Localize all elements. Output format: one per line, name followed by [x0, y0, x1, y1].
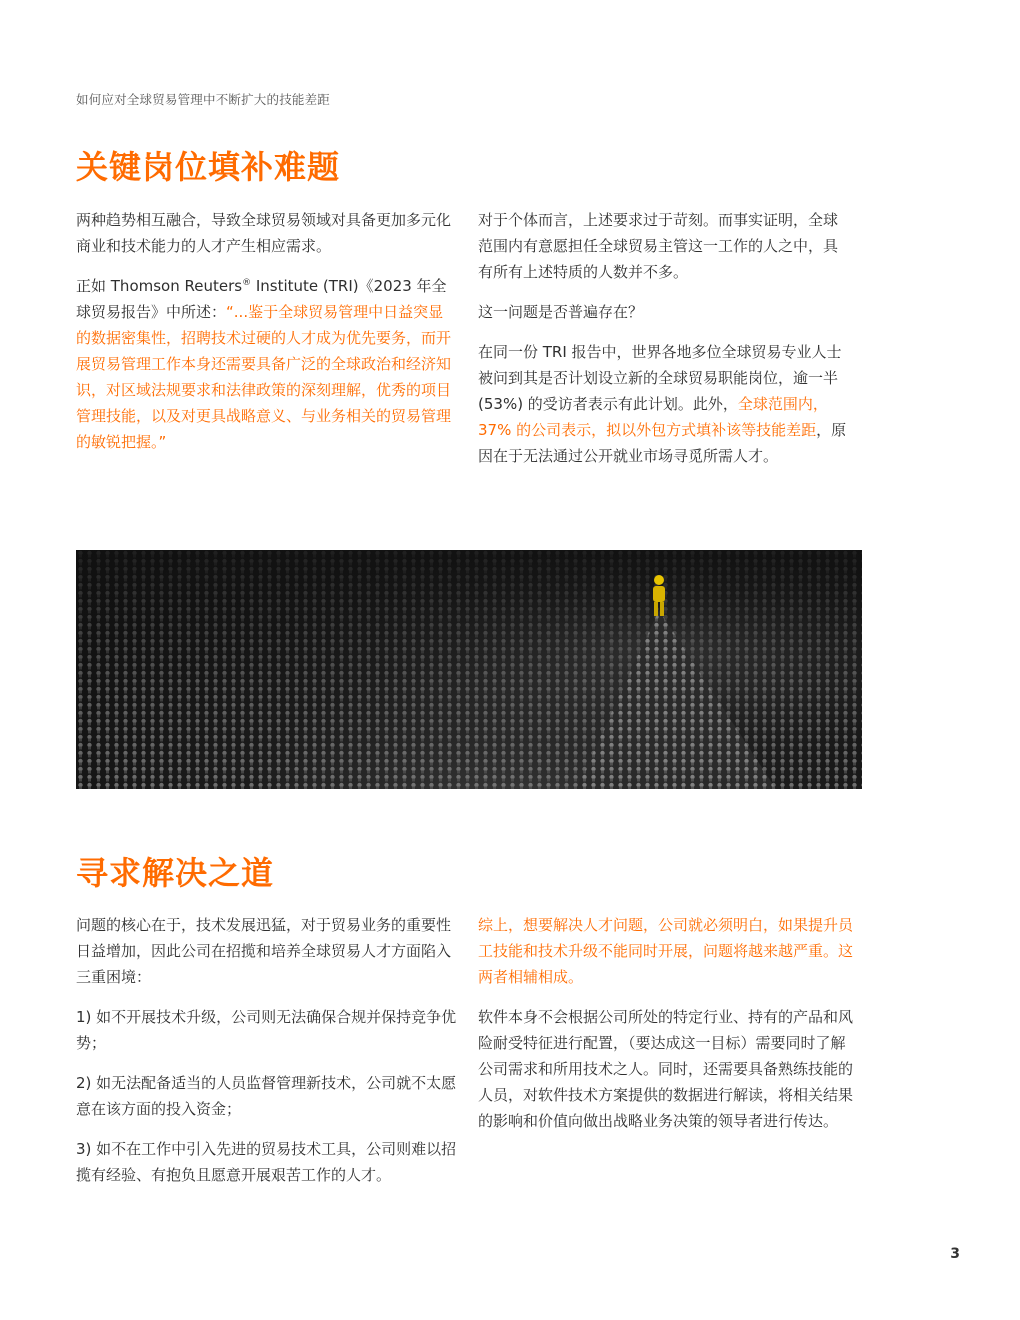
section-title-solution: 寻求解决之道: [76, 854, 275, 892]
page-number: 3: [950, 1246, 960, 1262]
crowd-illustration: [76, 550, 862, 789]
list-item: 3) 如不在工作中引入先进的贸易技术工具，公司则难以招揽有经验、有抱负且愿意开展艰苦工作的人才。: [76, 1140, 457, 1184]
highlighted-paragraph: 综上，想要解决人才问题，公司就必须明白，如果提升员工技能和技术升级不能同时开展，问题将越来越严重。这两者相辅相成。: [478, 916, 854, 986]
section1-left-column: [76, 207, 458, 469]
paragraph: 在同一份 TRI 报告中，世界各地多位全球贸易专业人士被问到其是否计划设立新的全球贸易职能岗位，逾一半 (53%) 的受访者表示有此计划。此外，全球范围内，37% 的公司表示，拟以外包方式填补该等技能差距，原因在于无法通过公开就业市场寻觅所需人才。: [478, 343, 847, 465]
paragraph: 软件本身不会根据公司所处的特定行业、持有的产品和风险耐受特征进行配置，（要达成这一目标）需要同时了解公司需求和所用技术之人。同时，还需要具备熟练技能的人员，对软件技术方案提供的数据进行解读，将相关结果的影响和价值向做出战略业务决策的领导者进行传达。: [478, 1008, 854, 1130]
section2-left-column: [76, 912, 458, 1202]
paragraph: 两种趋势相互融合，导致全球贸易领域对具备更加多元化商业和技术能力的人才产生相应需求。: [76, 211, 452, 255]
section-title-key-positions: 关键岗位填补难题: [76, 148, 341, 186]
list-item: 1) 如不开展技术升级，公司则无法确保合规并保持竞争优势；: [76, 1008, 457, 1052]
list-item: 2) 如无法配备适当的人员监督管理新技术，公司就不太愿意在该方面的投入资金；: [76, 1074, 457, 1118]
paragraph-question: 这一问题是否普遍存在？: [478, 303, 644, 321]
highlighted-statistic: 全球范围内，37% 的公司表示，拟以外包方式填补该等技能差距: [478, 395, 828, 439]
running-header: 如何应对全球贸易管理中不断扩大的技能差距: [76, 92, 331, 107]
paragraph: 对于个体而言，上述要求过于苛刻。而事实证明，全球范围内有意愿担任全球贸易主管这一工作的人之中，具有所有上述特质的人数并不多。: [478, 211, 839, 281]
crowd-photo: [76, 550, 862, 789]
paragraph-quote: 正如 Thomson Reuters® Institute (TRI)《2023 年全球贸易报告》中所述：“...鉴于全球贸易管理中日益突显的数据密集性，招聘技术过硬的人才成为优先要务，而开展贸易管理工作本身还需要具备广泛的全球政治和经济知识，对区域法规要求和法律政策的深刻理解，优秀的项目管理技能，以及对更具战略意义、与业务相关的贸易管理的敏锐把握。”: [76, 277, 452, 451]
section2-right-column: [478, 912, 858, 1148]
registered-mark: ®: [242, 278, 252, 288]
highlighted-quote: “...鉴于全球贸易管理中日益突显的数据密集性，招聘技术过硬的人才成为优先要务，而开展贸易管理工作本身还需要具备广泛的全球政治和经济知识，对区域法规要求和法律政策的深刻理解，优秀的项目管理技能，以及对更具战略意义、与业务相关的贸易管理的敏锐把握。”: [76, 303, 452, 451]
section1-right-column: [478, 207, 848, 483]
paragraph: 问题的核心在于，技术发展迅猛，对于贸易业务的重要性日益增加，因此公司在招揽和培养全球贸易人才方面陷入三重困境：: [76, 916, 452, 986]
